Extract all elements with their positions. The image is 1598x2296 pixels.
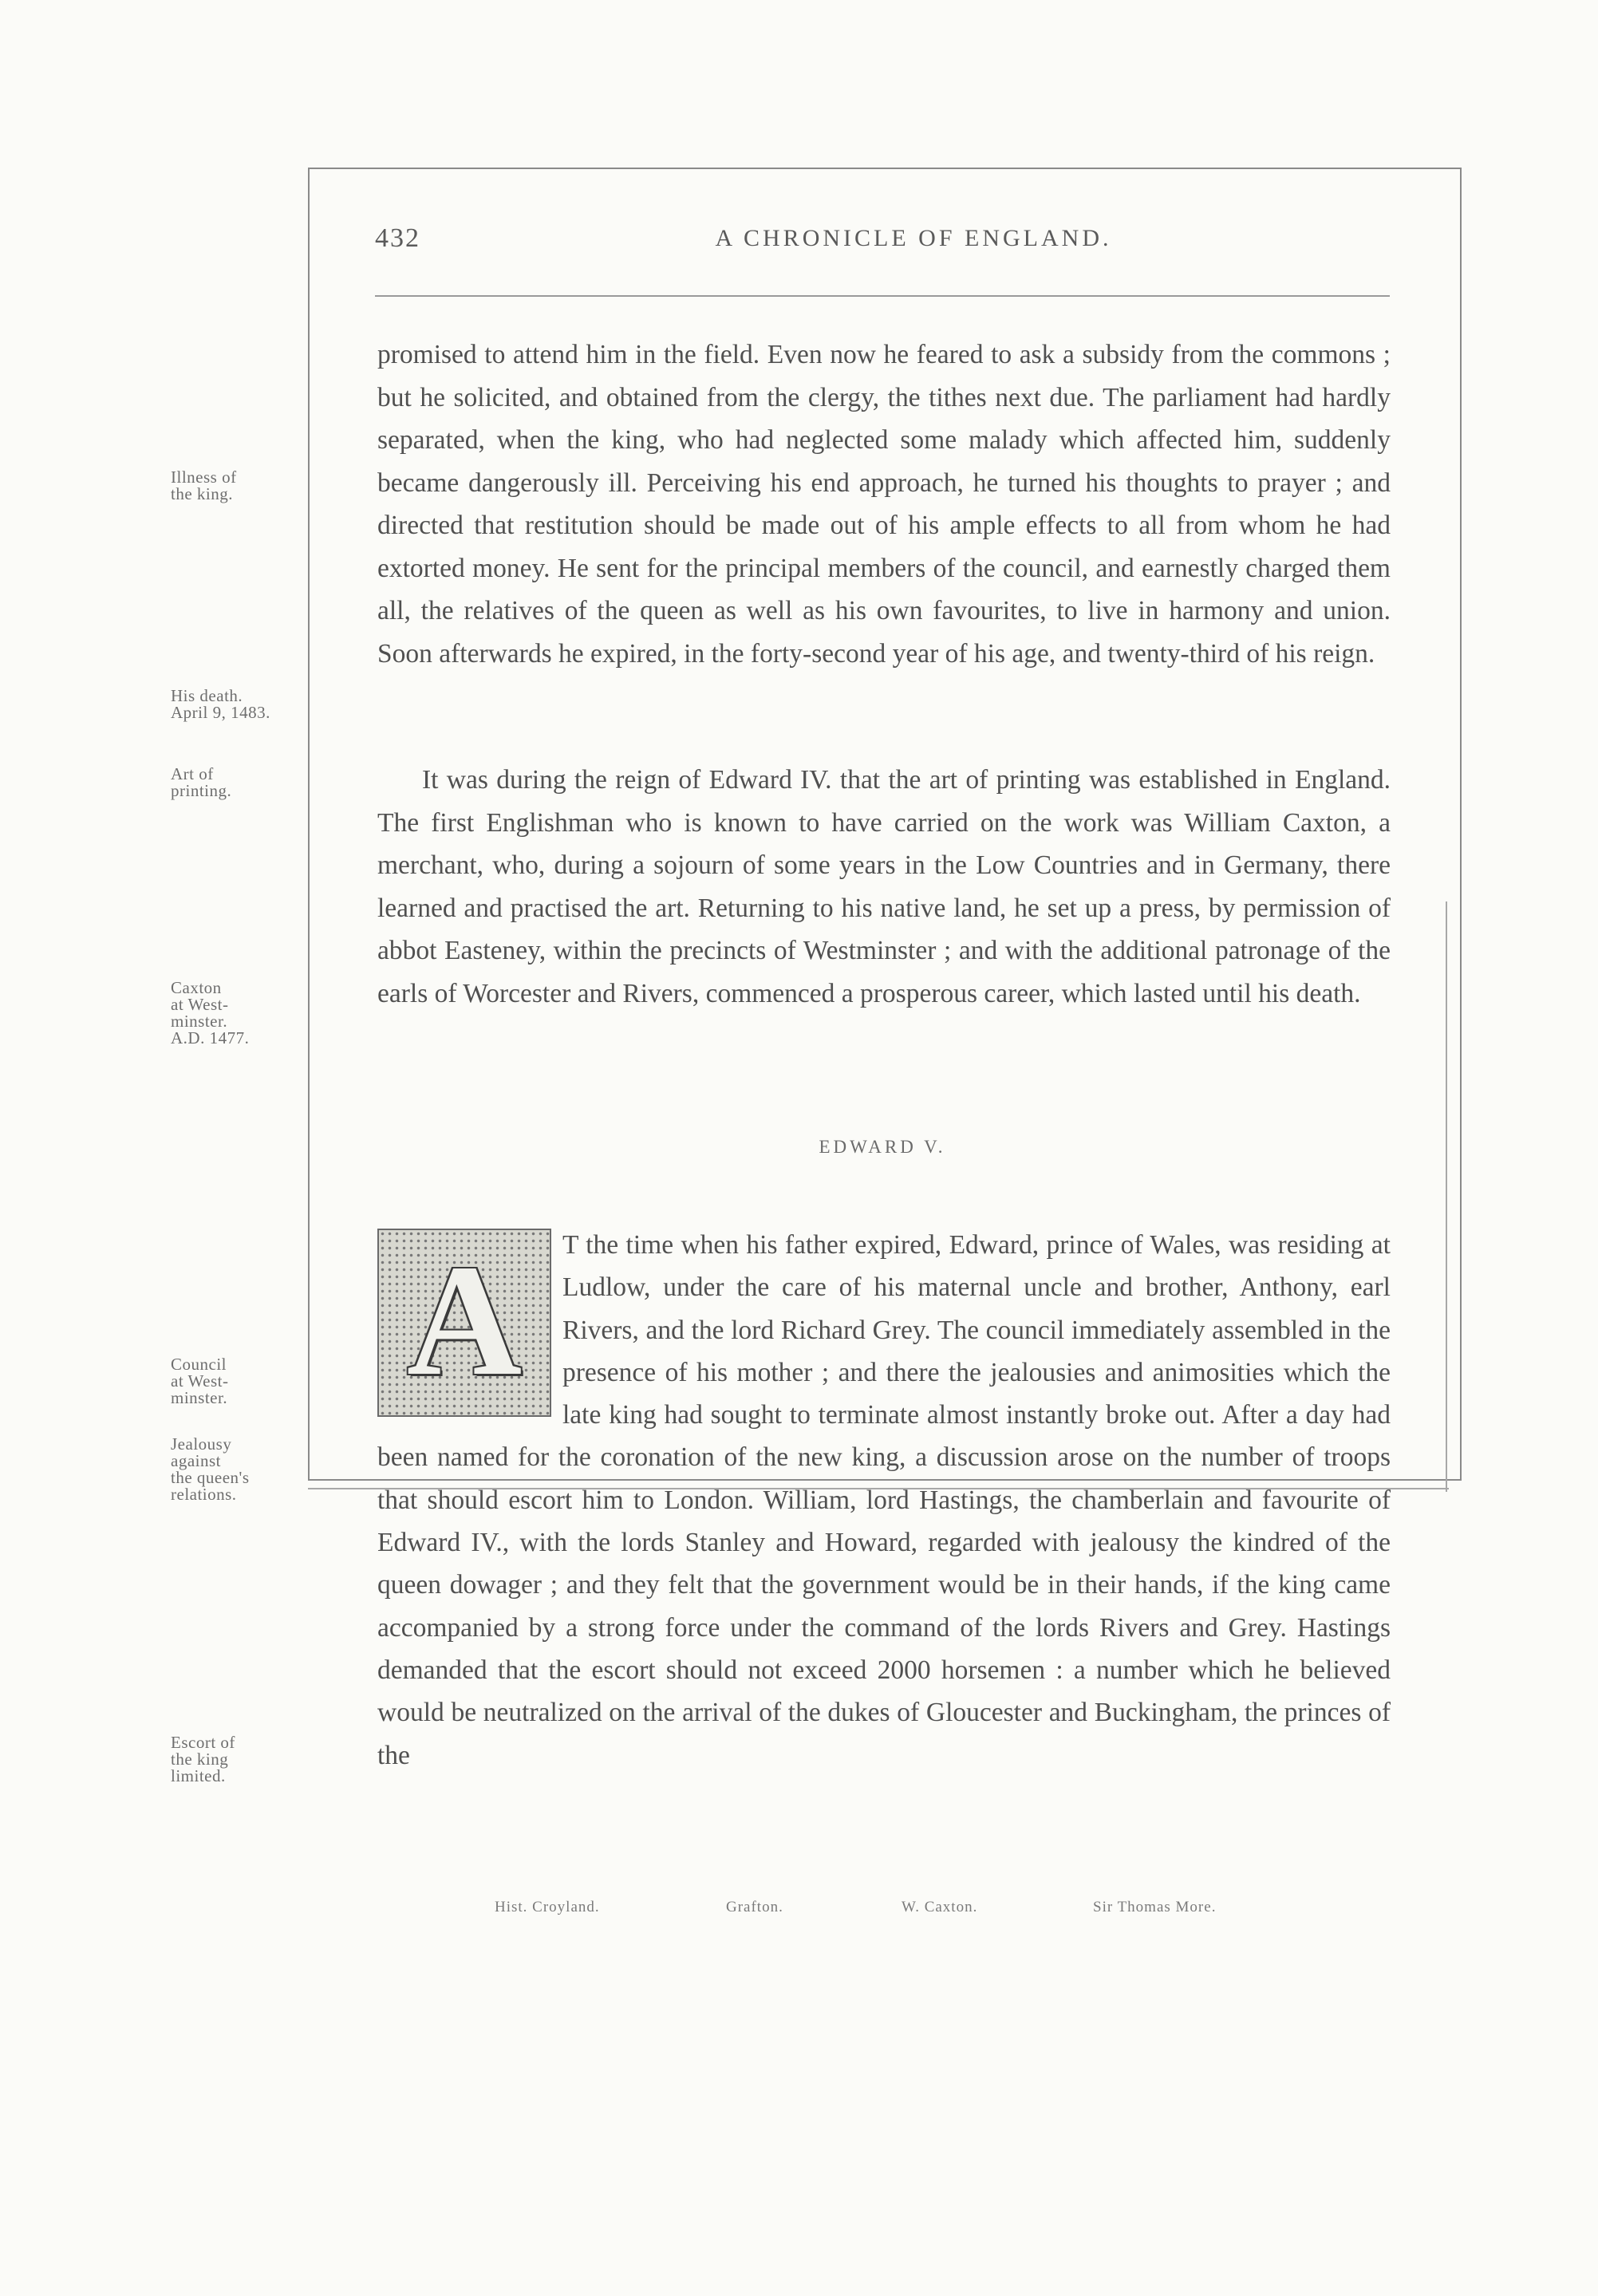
sidenote-line: printing. [171,781,232,800]
paragraph-1-text: promised to attend him in the field. Even now he feared to ask a subsidy from the commons ; but he solicited, and obtained from the clergy, the tithes next due. The parliament had hardly separated, when the king, who had neglected some malady which affected him, suddenly became dangerously ill. Perceiving his end approach, he turned his thoughts to prayer ; and directed that restitution should be made out of his ample effects to all from whom he had extorted money. He sent for the principal members of the council, and earnestly charged them all, the relatives of the queen as well as his own favourites, to live in harmony and union. Soon afterwards he expired, in the forty-second year of his age, and twenty-third of his reign. [377,340,1391,669]
footer-source: Grafton. [726,1899,783,1915]
footer-source: W. Caxton. [902,1899,978,1915]
sidenote-line: the king [171,1750,229,1769]
sidenote-line: Caxton [171,978,222,997]
paragraph-2-text: It was during the reign of Edward IV. that the art of printing was established in England. The first Englishman who is known to have carried on the work was William Caxton, a merchant, who, during a sojourn of some years in the Low Countries and in Germany, there learned and practised the art. Returning to his native land, he set up a press, by permission of abbot Easteney, within the precincts of Westminster ; and with the additional patronage of the earls of Worcester and Rivers, commenced a prosperous career, which lasted until his death. [377,765,1391,1008]
sidenote-line: limited. [171,1766,226,1785]
sidenote-illness [171,469,237,503]
sidenote-line: the king. [171,484,233,503]
source-footer [375,1899,1390,1923]
sidenote-council [171,1356,229,1406]
sidenote-line: the queen's [171,1468,250,1487]
running-head: A CHRONICLE OF ENGLAND. [715,225,1112,251]
sidenote-line: Jealousy [171,1434,232,1454]
sidenote-line: minster. [171,1012,228,1031]
paragraph-2 [377,759,1391,1015]
sidenote-caxton [171,980,249,1047]
header-rule [375,295,1390,297]
sidenote-line: against [171,1451,221,1470]
sidenote-line: relations. [171,1485,237,1504]
footer-source: Sir Thomas More. [1093,1899,1217,1915]
sidenote-escort [171,1734,235,1785]
sidenote-jealousy [171,1436,250,1503]
page-number: 432 [375,223,420,253]
sidenote-line: April 9, 1483. [171,703,270,722]
sidenote-line: Illness of [171,467,237,487]
section-heading: EDWARD V. [819,1137,946,1157]
sidenote-line: His death. [171,686,243,705]
sidenote-line: Escort of [171,1733,235,1752]
sidenote-death [171,688,270,721]
sidenote-line: at West- [171,1371,229,1391]
sidenote-line: A.D. 1477. [171,1028,250,1047]
sidenote-line: Council [171,1355,227,1374]
page-header [375,223,1390,263]
sidenote-line: minster. [171,1388,228,1407]
section-body-text: T the time when his father expired, Edward, prince of Wales, was residing at Ludlow, under the care of his maternal uncle and brother, Anthony, earl Rivers, and the lord Richard Grey. The council immediately assembled in the presence of his mother ; and there the jealousies and animosities which the late king had sought to terminate almost instantly broke out. After a day had been named for the coronation of the new king, a discussion arose on the number of troops that should escort him to London. William, lord Hastings, the chamberlain and favourite of Edward IV., with the lords Stanley and Howard, regarded with jealousy the kindred of the queen dowager ; and they felt that the government would be in their hands, if the king came accompanied by a strong force under the command of the lords Rivers and Grey. Hastings demanded that the escort should not exceed 2000 horsemen : a number which he believed would be neutralized on the arrival of the dukes of Gloucester and Buckingham, the princes of the [377,1230,1391,1770]
sidenote-printing [171,766,231,799]
sidenote-line: Art of [171,764,214,783]
footer-source: Hist. Croyland. [495,1899,600,1915]
section-body [377,1224,1391,1777]
drop-cap-letter: A [406,1233,523,1409]
frame-shadow-right [1446,901,1447,1492]
paragraph-1 [377,333,1391,675]
sidenote-line: at West- [171,995,229,1014]
ornamental-drop-cap [377,1229,551,1417]
